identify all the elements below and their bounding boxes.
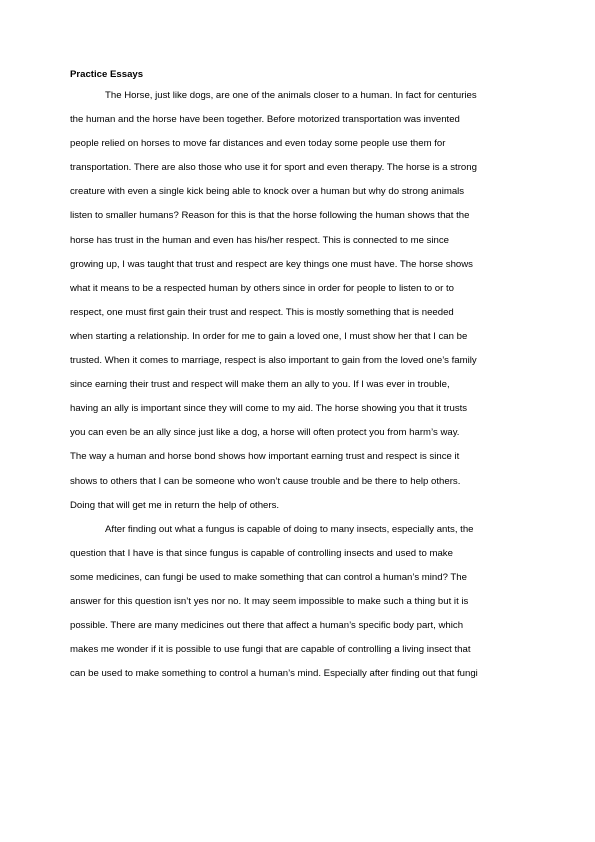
paragraph-line: you can even be an ally since just like a dog, a horse will often protect you from harm’s way.: [70, 427, 460, 439]
paragraph-line: what it means to be a respected human by others since in order for people to listen to or to: [70, 282, 454, 294]
paragraph-line: having an ally is important since they will come to my aid. The horse showing you that it trusts: [70, 403, 468, 415]
paragraph-line: question that I have is that since fungus is capable of controlling insects and used to make: [70, 547, 453, 559]
paragraph-line: shows to others that I can be someone who won’t cause trouble and be there to help others.: [70, 475, 461, 487]
paragraph-line: listen to smaller humans? Reason for this is that the horse following the human shows that the: [70, 210, 470, 222]
paragraph-line: people relied on horses to move far distances and even today some people use them for: [70, 138, 446, 150]
paragraph-fungus: [70, 518, 523, 687]
paragraph-horse: [70, 84, 523, 518]
paragraph-line: makes me wonder if it is possible to use fungi that are capable of controlling a living insect that: [70, 644, 471, 656]
paragraph-line: since earning their trust and respect will make them an ally to you. If I was ever in trouble,: [70, 379, 450, 391]
paragraph-line: After finding out what a fungus is capable of doing to many insects, especially ants, the: [105, 523, 474, 535]
paragraph-line: answer for this question isn’t yes nor no. It may seem impossible to make such a thing but it is: [70, 595, 469, 607]
paragraph-line: horse has trust in the human and even has his/her respect. This is connected to me since: [70, 234, 449, 246]
paragraph-line: Doing that will get me in return the help of others.: [70, 499, 280, 511]
paragraph-line: creature with even a single kick being able to knock over a human but why do strong animals: [70, 186, 465, 198]
paragraph-line: The way a human and horse bond shows how important earning trust and respect is since it: [70, 451, 460, 463]
page-title: Practice Essays: [70, 69, 144, 80]
paragraph-line: respect, one must first gain their trust and respect. This is mostly something that is needed: [70, 306, 454, 318]
paragraph-line: the human and the horse have been together. Before motorized transportation was invented: [70, 114, 460, 126]
paragraph-line: growing up, I was taught that trust and respect are key things one must have. The horse shows: [70, 258, 473, 270]
paragraph-line: when starting a relationship. In order for me to gain a loved one, I must show her that I can be: [70, 330, 468, 342]
document-body: [70, 66, 523, 686]
paragraph-line: trusted. When it comes to marriage, respect is also important to gain from the loved one’s family: [70, 355, 477, 367]
paragraph-line: some medicines, can fungi be used to make something that can control a human’s mind? The: [70, 571, 467, 583]
paragraph-line: possible. There are many medicines out there that affect a human’s specific body part, which: [70, 620, 464, 632]
paragraph-line: can be used to make something to control a human’s mind. Especially after finding out that fungi: [70, 668, 478, 680]
paragraph-line: transportation. There are also those who use it for sport and even therapy. The horse is a strong: [70, 162, 477, 174]
paragraph-line: The Horse, just like dogs, are one of the animals closer to a human. In fact for centuries: [105, 90, 477, 101]
